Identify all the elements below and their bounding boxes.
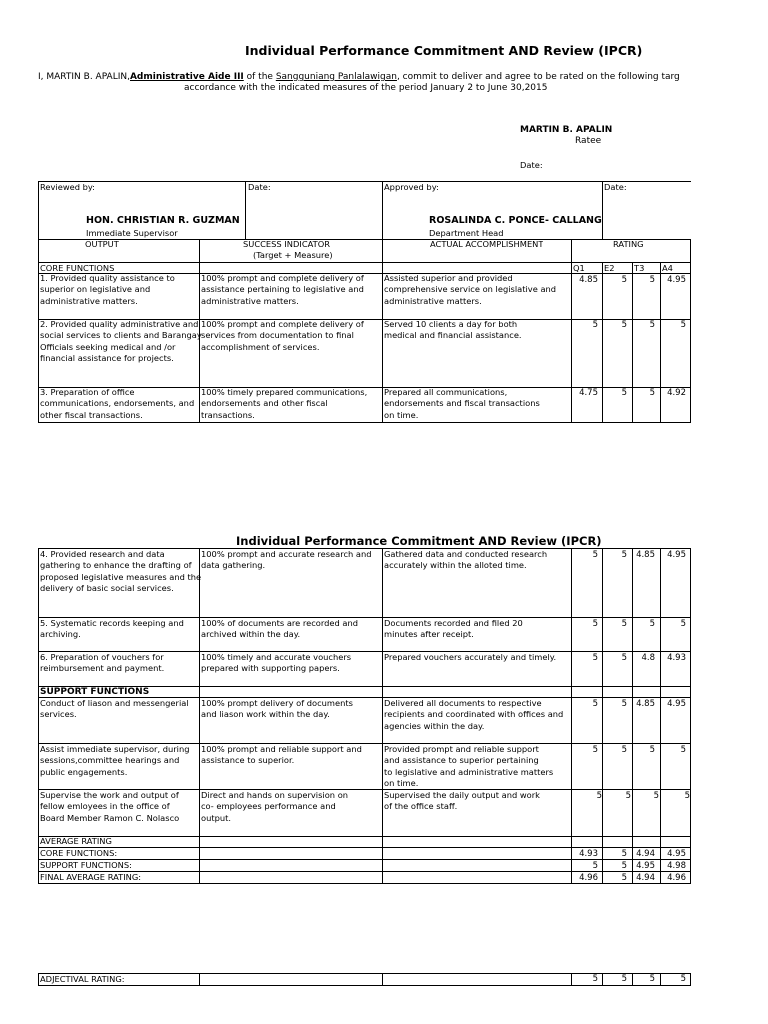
row-e2: 5 (621, 320, 627, 330)
row-success: 100% prompt delivery of documents and liason work within the day. (201, 698, 353, 720)
adjectival-q1: 5 (592, 974, 598, 984)
row-q1: 5 (596, 791, 602, 801)
row-actual: Gathered data and conducted research accurately within the alloted time. (384, 549, 548, 571)
row-actual: Prepared all communications, endorsements and fiscal transactions on time. (384, 387, 540, 420)
row-e2: 5 (621, 275, 627, 285)
header-success-sub: (Target + Measure) (253, 250, 333, 260)
row-success: 100% of documents are recorded and archived within the day. (201, 618, 358, 640)
adjectival-e2: 5 (621, 974, 627, 984)
row-q1: 5 (592, 653, 598, 663)
row-t3: 5 (649, 619, 655, 629)
intro-prefix: I, MARTIN B. APALIN, (38, 72, 130, 82)
intro-line-2: accordance with the indicated measures of the period January 2 to June 30,2015 (184, 83, 548, 93)
row-actual: Provided prompt and reliable support and assistance to superior pertaining to legislative and administrative matters on time. (384, 744, 554, 788)
header-t3: T3 (634, 263, 645, 273)
row-success: 100% prompt and accurate research and data gathering. (201, 549, 372, 571)
row-t3: 5 (649, 388, 655, 398)
row-a4: 4.95 (667, 699, 686, 709)
header-output: OUTPUT (85, 239, 119, 249)
support-functions-label: SUPPORT FUNCTIONS (40, 687, 150, 697)
header-success: SUCCESS INDICATOR (243, 239, 331, 249)
row-a4: 4.93 (667, 653, 686, 663)
intro-office: Sangguniang Panlalawigan (275, 72, 397, 82)
row-success: 100% prompt and complete delivery of assistance pertaining to legislative and administrative matters. (201, 273, 364, 306)
row-t3: 4.85 (636, 550, 655, 560)
row-success: Direct and hands on supervision on co- employees performance and output. (201, 790, 349, 823)
row-e2: 5 (621, 653, 627, 663)
approval-date-label: Date: (604, 182, 627, 192)
average-rating-label: AVERAGE RATING (40, 836, 112, 846)
core-functions-label: CORE FUNCTIONS (40, 263, 115, 273)
header-e2: E2 (604, 263, 615, 273)
row-q1: 5 (592, 550, 598, 560)
row-e2: 5 (621, 550, 627, 560)
row-actual: Supervised the daily output and work of the office staff. (384, 790, 540, 812)
row-a4: 4.95 (667, 275, 686, 285)
row-q1: 4.75 (579, 388, 598, 398)
core-average-e2: 5 (621, 849, 627, 859)
final-average-a4: 4.96 (667, 873, 686, 883)
row-output: 5. Systematic records keeping and archiving. (40, 618, 184, 640)
row-q1: 5 (592, 699, 598, 709)
row-e2: 5 (621, 745, 627, 755)
core-average-t3: 4.94 (636, 849, 655, 859)
header-rating: RATING (613, 239, 644, 249)
approved-by-label: Approved by: (384, 182, 439, 192)
adjectival-a4: 5 (680, 974, 686, 984)
row-q1: 5 (592, 619, 598, 629)
row-actual: Documents recorded and filed 20 minutes after receipt. (384, 618, 523, 640)
support-average-q1: 5 (592, 861, 598, 871)
row-t3: 5 (649, 320, 655, 330)
row-a4: 5 (680, 619, 686, 629)
final-average-e2: 5 (621, 873, 627, 883)
row-success: 100% timely and accurate vouchers prepared with supporting papers. (201, 652, 352, 674)
core-average-a4: 4.95 (667, 849, 686, 859)
reviewer-title: Immediate Supervisor (86, 228, 178, 238)
row-e2: 5 (621, 388, 627, 398)
header-a4: A4 (662, 263, 673, 273)
row-output: 4. Provided research and data gathering to enhance the drafting of proposed legislative measures and the delivery of basic social services. (40, 549, 202, 593)
row-a4: 5 (684, 791, 690, 801)
row-success: 100% timely prepared communications, endorsements and other fiscal transactions. (201, 387, 368, 420)
final-average-q1: 4.96 (579, 873, 598, 883)
row-success: 100% prompt and complete delivery of services from documentation to final accomplishment of services. (201, 319, 364, 352)
support-average-t3: 4.95 (636, 861, 655, 871)
row-actual: Delivered all documents to respective recipients and coordinated with offices and agencies within the day. (384, 698, 564, 731)
adjectival-t3: 5 (649, 974, 655, 984)
row-actual: Assisted superior and provided comprehensive service on legislative and administrative matters. (384, 273, 557, 306)
intro-rest: , commit to deliver and agree to be rated on the following targ (396, 72, 680, 82)
row-e2: 5 (625, 791, 631, 801)
row-e2: 5 (621, 699, 627, 709)
row-a4: 4.92 (667, 388, 686, 398)
row-a4: 5 (680, 745, 686, 755)
support-average-label: SUPPORT FUNCTIONS: (40, 860, 132, 870)
reviewer-name: HON. CHRISTIAN R. GUZMAN (86, 215, 240, 226)
section-2-title: Individual Performance Commitment AND Review (IPCR) (236, 534, 602, 548)
support-average-a4: 4.98 (667, 861, 686, 871)
row-a4: 5 (680, 320, 686, 330)
row-actual: Served 10 clients a day for both medical and financial assistance. (384, 319, 522, 341)
row-q1: 5 (592, 745, 598, 755)
row-output: 6. Preparation of vouchers for reimbursement and payment. (40, 652, 165, 674)
header-q1: Q1 (573, 263, 585, 273)
row-output: Supervise the work and output of fellow emloyees in the office of Board Member Ramon C. Nolasco (40, 790, 180, 823)
intro-position: Administrative Aide III (129, 72, 244, 82)
intro-of-the: of the (243, 72, 276, 82)
row-output: 3. Preparation of office communications, endorsements, and other fiscal transactions. (40, 387, 195, 420)
ratee-label: Ratee (575, 136, 602, 146)
row-e2: 5 (621, 619, 627, 629)
row-t3: 4.8 (641, 653, 655, 663)
support-average-e2: 5 (621, 861, 627, 871)
row-q1: 5 (592, 320, 598, 330)
row-output: 1. Provided quality assistance to superior on legislative and administrative matters. (40, 273, 175, 306)
page-title: Individual Performance Commitment AND Review (IPCR) (245, 43, 643, 58)
row-output: Assist immediate supervisor, during sessions,committee hearings and public engagements. (40, 744, 190, 777)
ratee-date-label: Date: (520, 160, 543, 170)
reviewed-by-label: Reviewed by: (40, 182, 95, 192)
row-actual: Prepared vouchers accurately and timely. (384, 652, 557, 662)
row-t3: 5 (649, 745, 655, 755)
row-t3: 5 (649, 275, 655, 285)
row-t3: 5 (653, 791, 659, 801)
final-average-t3: 4.94 (636, 873, 655, 883)
approver-name: ROSALINDA C. PONCE- CALLANG (429, 215, 602, 226)
row-q1: 4.85 (579, 275, 598, 285)
core-average-label: CORE FUNCTIONS: (40, 848, 118, 858)
final-average-label: FINAL AVERAGE RATING: (40, 872, 142, 882)
row-t3: 4.85 (636, 699, 655, 709)
adjectival-label: ADJECTIVAL RATING: (40, 974, 125, 984)
review-date-label: Date: (248, 182, 271, 192)
approver-title: Department Head (429, 228, 504, 238)
row-output: Conduct of liason and messengerial services. (40, 698, 189, 720)
ratee-name: MARTIN B. APALIN (520, 125, 613, 135)
row-a4: 4.95 (667, 550, 686, 560)
row-output: 2. Provided quality administrative and social services to clients and Barangay Officials seeking medical and /or financial assistance for projects. (40, 319, 202, 363)
row-success: 100% prompt and reliable support and assistance to superior. (201, 744, 362, 766)
header-actual: ACTUAL ACCOMPLISHMENT (430, 239, 544, 249)
core-average-q1: 4.93 (579, 849, 598, 859)
